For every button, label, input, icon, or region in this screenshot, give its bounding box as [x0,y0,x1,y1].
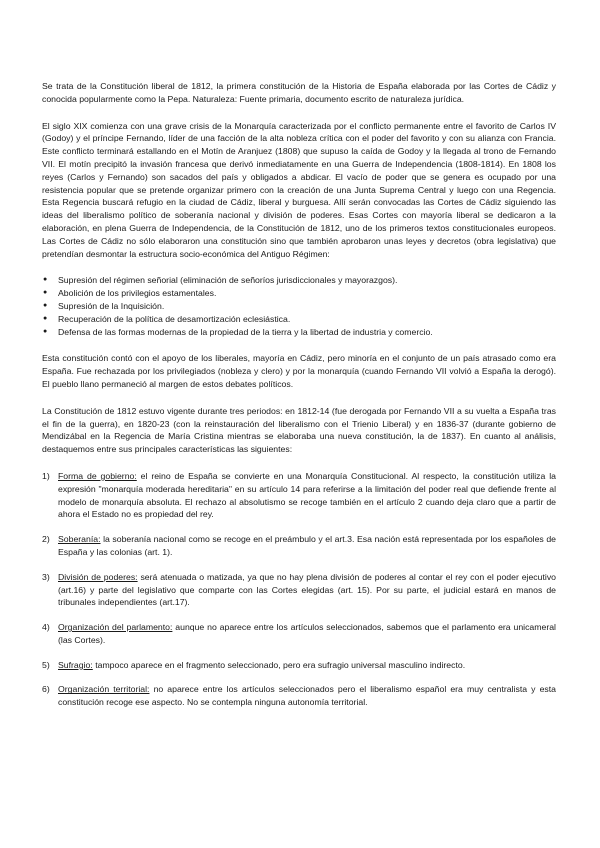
feature-text: será atenuada o matizada, ya que no hay plena división de poderes al contar el rey con el poder ejecutivo (art.16) y parte del legislativo que comparte con las Cortes elegidas (art. 15). Por su parte, el judicial estará en manos de tribunales independientes (art.17). [58,571,557,608]
list-item-text: Supresión de la Inquisición. [58,300,165,311]
feature-term: División de poderes: [58,571,138,582]
list-item [42,274,556,287]
list-item [42,326,556,339]
feature-text: el reino de España se convierte en una Monarquía Constitucional. Al respecto, la constitución utiliza la expresión "monarquía moderada hereditaria" en su artículo 14 para referirse a la limitación del poder real que defiende frente al modelo de monarquía absoluta. El rechazo al absolutismo se recoge también en el artículo 2 cuando deja claro que a partir de ahora el Estado no es propiedad del rey. [58,470,556,520]
feature-text: aunque no aparece entre los artículos seleccionados, sabemos que el parlamento era unicameral (las Cortes). [58,622,556,645]
intro-paragraph: Se trata de la Constitución liberal de 1812, la primera constitución de la Historia de España elaborada por las Cortes de Cádiz y conocida popularmente como la Pepa. Naturaleza: Fuente primaria, documento escrito de naturaleza jurídica. [42,81,556,104]
validity-paragraph: La Constitución de 1812 estuvo vigente durante tres periodos: en 1812-14 (fue derogada por Fernando VII a su vuelta a España tras el fin de la guerra), en 1820-23 (con la reinstauración del liberalismo con el Trienio Liberal) y en 1836-37 (durante gobierno de Mendizábal en la Regencia de María Cristina mientras se elaboraba una nueva constitución, la de 1837). En cuanto al análisis, destaquemos entre sus principales características las siguientes: [42,405,556,455]
feature-item [42,470,556,521]
list-item [42,300,556,313]
list-item-text: Defensa de las formas modernas de la propiedad de la tierra y la libertad de industria y comercio. [58,326,433,337]
bullet-icon: ● [43,327,48,335]
bullet-icon: ● [43,276,48,284]
features-list [42,470,556,709]
feature-term: Organización territorial: [58,684,150,695]
list-item-text: Abolición de los privilegios estamentales. [58,288,217,299]
bullet-icon: ● [43,301,48,309]
feature-term: Sufragio: [58,659,93,670]
list-item [42,287,556,300]
feature-term: Organización del parlamento: [58,622,173,633]
feature-text: no aparece entre los artículos seleccionados pero el liberalismo español era muy centralista y esta constitución recoge ese aspecto. No se contempla ninguna autonomía territorial. [58,684,556,708]
feature-item [42,683,556,709]
feature-item [42,571,556,609]
feature-item [42,533,556,559]
feature-number: 2) [42,534,50,545]
feature-number: 4) [42,622,50,633]
bullet-icon: ● [43,314,48,322]
support-paragraph: Esta constitución contó con el apoyo de los liberales, mayoría en Cádiz, pero minoría en el conjunto de un país atrasado como era España. Fue rechazada por los privilegiados (nobleza y clero) y por la monarquía (cuando Fernando VII volvió a España la derogó). El pueblo llano permaneció al margen de estos debates políticos. [42,353,556,389]
feature-item [42,659,556,672]
bullet-icon: ● [43,289,48,297]
document-body [42,80,556,721]
feature-number: 3) [42,571,50,582]
list-item-text: Recuperación de la política de desamortización eclesiástica. [58,313,291,324]
list-item-text: Supresión del régimen señorial (eliminación de señoríos jurisdiccionales y mayorazgos). [58,275,398,286]
context-paragraph: El siglo XIX comienza con una grave crisis de la Monarquía caracterizada por el conflicto permanente entre el favorito de Carlos IV (Godoy) y el príncipe Fernando, líder de una facción de la alta nobleza crítica con el poder del favorito y con su alianza con Francia. Este conflicto terminará estallando en el Motín de Aranjuez (1808) que supuso la caída de Godoy y la llegada al trono de Fernando VII. El motín precipitó la invasión francesa que derivó inmediatamente en una Guerra de Independencia (1808-1814). En 1808 los reyes (Carlos y Fernando) son sacados del país y obligados a abdicar. El vacío de poder que se genera es ocupado por una resistencia popular que se pretende organizar primero con la creación de una Junta Suprema Central y luego con una Regencia. Esta Regencia buscará refugio en la ciudad de Cádiz, liberal y burguesa. Allí serán convocadas las Cortes de Cádiz siguiendo las ideas del liberalismo político de soberanía nacional y división de poderes. Esas Cortes con mayoría liberal se dedicaron a la elaboración, en plena Guerra de Independencia, de la Constitución de 1812, uno de los primeros textos constitucionales europeos. Las Cortes de Cádiz no sólo elaboraron una constitución sino que también aprobaron unas leyes y decretos (obra legislativa) que pretendían desmontar la estructura socio-económica del Antiguo Régimen: [42,120,556,259]
feature-number: 5) [42,659,50,670]
feature-item [42,621,556,647]
feature-text: la soberanía nacional como se recoge en el preámbulo y el art.3. Esa nación está representada por los españoles de España y las colonias (art. 1). [58,534,556,557]
reforms-list [42,274,556,338]
feature-term: Soberanía: [58,534,101,545]
feature-term: Forma de gobierno: [58,470,137,481]
feature-number: 6) [42,684,50,695]
feature-number: 1) [42,470,50,481]
feature-text: tampoco aparece en el fragmento seleccionado, pero era sufragio universal masculino indirecto. [92,659,466,670]
list-item [42,313,556,326]
